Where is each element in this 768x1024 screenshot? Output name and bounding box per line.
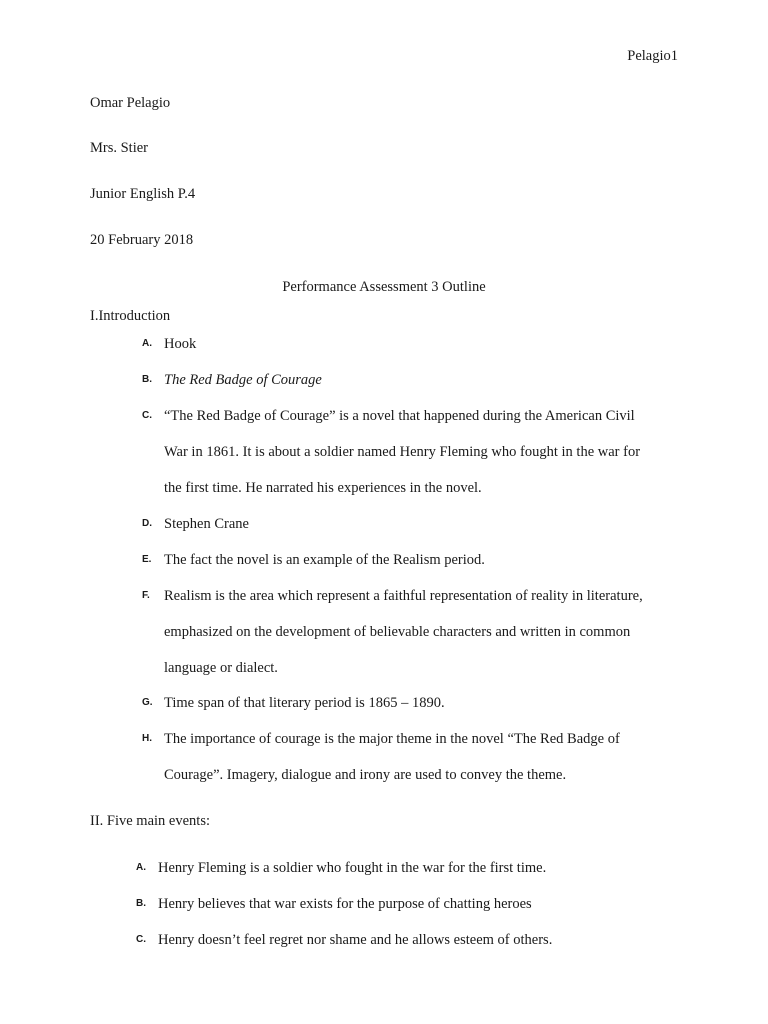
course-name: Junior English P.4 xyxy=(90,186,196,202)
teacher-name: Mrs. Stier xyxy=(90,140,148,156)
section-2-heading: II. Five main events: xyxy=(90,813,211,829)
list-item-period: The fact the novel is an example of the Realism period. xyxy=(164,552,485,568)
student-name: Omar Pelagio xyxy=(90,95,171,111)
running-head: Pelagio1 xyxy=(627,48,678,64)
list-item-realism-line: Realism is the area which represent a faithful representation of reality in literature, xyxy=(164,588,643,604)
list-item-theme-line: Courage”. Imagery, dialogue and irony are used to convey the theme. xyxy=(164,767,567,783)
list-item-author: Stephen Crane xyxy=(164,516,249,532)
list-marker: D. xyxy=(142,518,152,529)
list-marker: B. xyxy=(142,374,152,385)
list-marker: F. xyxy=(142,590,150,601)
list-item-theme-line: The importance of courage is the major theme in the novel “The Red Badge of xyxy=(164,731,620,747)
section-1-heading: I.Introduction xyxy=(90,308,171,324)
list-marker: A. xyxy=(136,862,146,873)
list-marker: H. xyxy=(142,733,152,744)
list-item-summary-line: the first time. He narrated his experiences in the novel. xyxy=(164,480,482,496)
list-item-summary-line: “The Red Badge of Courage” is a novel that happened during the American Civil xyxy=(164,408,635,424)
list-item-book-title: The Red Badge of Courage xyxy=(164,372,322,388)
list-item-event: Henry Fleming is a soldier who fought in the war for the first time. xyxy=(158,860,547,876)
document-date: 20 February 2018 xyxy=(90,232,194,248)
list-item-time-span: Time span of that literary period is 1865 – 1890. xyxy=(164,695,445,711)
list-marker: G. xyxy=(142,697,153,708)
list-marker: C. xyxy=(142,410,152,421)
list-item-hook: Hook xyxy=(164,336,197,352)
list-item-realism-line: emphasized on the development of believable characters and written in common xyxy=(164,624,631,640)
list-marker: E. xyxy=(142,554,152,565)
list-item-realism-line: language or dialect. xyxy=(164,660,278,676)
list-item-summary-line: War in 1861. It is about a soldier named Henry Fleming who fought in the war for xyxy=(164,444,641,460)
list-item-event: Henry believes that war exists for the purpose of chatting heroes xyxy=(158,896,532,912)
list-item-event: Henry doesn’t feel regret nor shame and he allows esteem of others. xyxy=(158,932,553,948)
document-title: Performance Assessment 3 Outline xyxy=(282,279,486,295)
list-marker: C. xyxy=(136,934,146,945)
list-marker: B. xyxy=(136,898,146,909)
list-marker: A. xyxy=(142,338,152,349)
